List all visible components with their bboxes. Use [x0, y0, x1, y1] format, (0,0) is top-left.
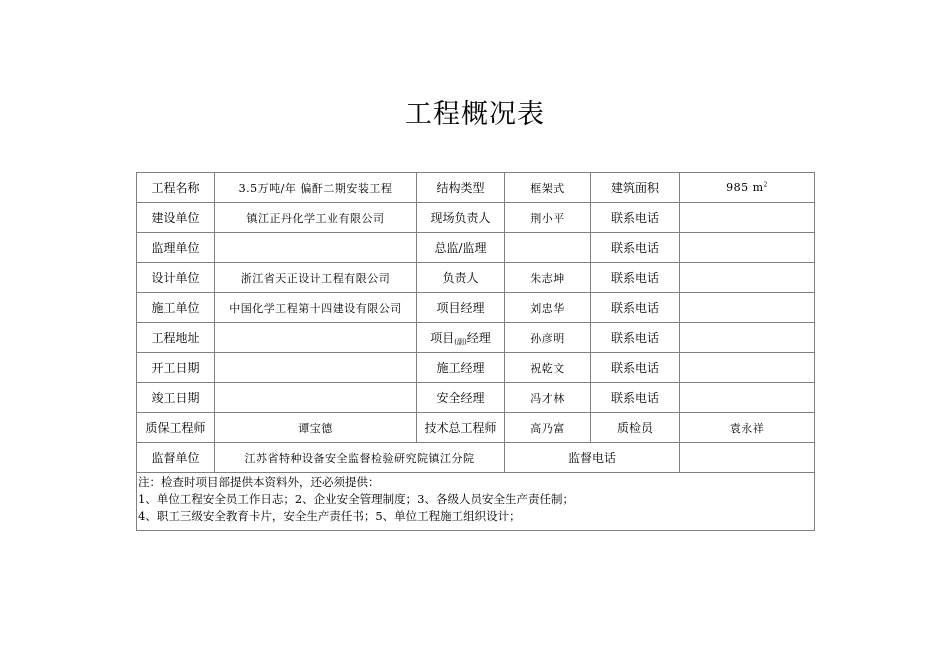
designer-value: 浙江省天正设计工程有限公司 [215, 263, 417, 293]
page-title: 工程概况表 [405, 99, 545, 130]
builder-label: 建设单位 [137, 203, 215, 233]
phone-label: 联系电话 [591, 203, 680, 233]
project-manager-label: 项目经理 [417, 293, 505, 323]
project-name-label: 工程名称 [137, 173, 215, 203]
project-manager-value: 刘忠华 [505, 293, 591, 323]
safety-manager-value: 冯才林 [505, 383, 591, 413]
table-row [137, 413, 815, 443]
oversight-unit-label: 监督单位 [137, 443, 215, 473]
phone-label: 联系电话 [591, 383, 680, 413]
building-area-label: 建筑面积 [591, 173, 680, 203]
vpm-label-sub: (副) [454, 337, 467, 346]
oversight-unit-value: 江苏省特种设备安全监督检验研究院镇江分院 [215, 443, 505, 473]
phone-label: 联系电话 [591, 353, 680, 383]
phone-value [680, 323, 815, 353]
table-row [137, 263, 815, 293]
start-date-label: 开工日期 [137, 353, 215, 383]
phone-label: 联系电话 [591, 323, 680, 353]
building-area-unit-sup: 2 [763, 181, 768, 189]
construction-manager-value: 祝乾文 [505, 353, 591, 383]
table-row [137, 443, 815, 473]
project-overview-table [136, 172, 815, 531]
phone-label: 联系电话 [591, 293, 680, 323]
oversight-phone-value [680, 443, 815, 473]
table-row [137, 353, 815, 383]
chief-supervisor-value [505, 233, 591, 263]
table-row [137, 203, 815, 233]
quality-engineer-value: 谭宝德 [215, 413, 417, 443]
phone-value [680, 263, 815, 293]
site-person-value: 荆小平 [505, 203, 591, 233]
address-value [215, 323, 417, 353]
designer-label: 设计单位 [137, 263, 215, 293]
constructor-value: 中国化学工程第十四建设有限公司 [215, 293, 417, 323]
vpm-label-post: 经理 [466, 330, 491, 345]
chief-technical-engineer-value: 高乃富 [505, 413, 591, 443]
table-row [137, 383, 815, 413]
note-cell [137, 473, 815, 531]
safety-manager-label: 安全经理 [417, 383, 505, 413]
quality-inspector-label: 质检员 [591, 413, 680, 443]
phone-label: 联系电话 [591, 233, 680, 263]
design-lead-value: 朱志坤 [505, 263, 591, 293]
phone-label: 联系电话 [591, 263, 680, 293]
start-date-value [215, 353, 417, 383]
quality-inspector-value: 袁永祥 [680, 413, 815, 443]
phone-value [680, 233, 815, 263]
constructor-label: 施工单位 [137, 293, 215, 323]
building-area-value: 985 m [726, 181, 764, 194]
project-name-value: 3.5万吨/年 偏酐二期安装工程 [215, 173, 417, 203]
design-lead-label: 负责人 [417, 263, 505, 293]
construction-manager-label: 施工经理 [417, 353, 505, 383]
table-row [137, 323, 815, 353]
chief-technical-engineer-label: 技术总工程师 [417, 413, 505, 443]
vice-project-manager-label [417, 323, 505, 353]
supervisor-value [215, 233, 417, 263]
note-line-2: 1、单位工程安全员工作日志；2、企业安全管理制度；3、各级人员安全生产责任制； [138, 492, 574, 506]
site-person-label: 现场负责人 [417, 203, 505, 233]
building-area-cell [680, 173, 815, 203]
end-date-label: 竣工日期 [137, 383, 215, 413]
table-row [137, 173, 815, 203]
builder-value: 镇江正丹化学工业有限公司 [215, 203, 417, 233]
vice-project-manager-value: 孙彦明 [505, 323, 591, 353]
phone-value [680, 383, 815, 413]
oversight-phone-label: 监督电话 [505, 443, 680, 473]
chief-supervisor-label: 总监/监理 [417, 233, 505, 263]
note-line-3: 4、职工三级安全教育卡片，安全生产责任书；5、单位工程施工组织设计； [138, 509, 521, 523]
phone-value [680, 353, 815, 383]
note-line-1: 注：检查时项目部提供本资料外，还必须提供： [138, 475, 380, 489]
structure-type-label: 结构类型 [417, 173, 505, 203]
address-label: 工程地址 [137, 323, 215, 353]
phone-value [680, 203, 815, 233]
quality-engineer-label: 质保工程师 [137, 413, 215, 443]
table-row [137, 293, 815, 323]
end-date-value [215, 383, 417, 413]
vpm-label-pre: 项目 [430, 330, 455, 345]
supervisor-label: 监理单位 [137, 233, 215, 263]
table-row [137, 473, 815, 531]
table-row [137, 233, 815, 263]
structure-type-value: 框架式 [505, 173, 591, 203]
phone-value [680, 293, 815, 323]
